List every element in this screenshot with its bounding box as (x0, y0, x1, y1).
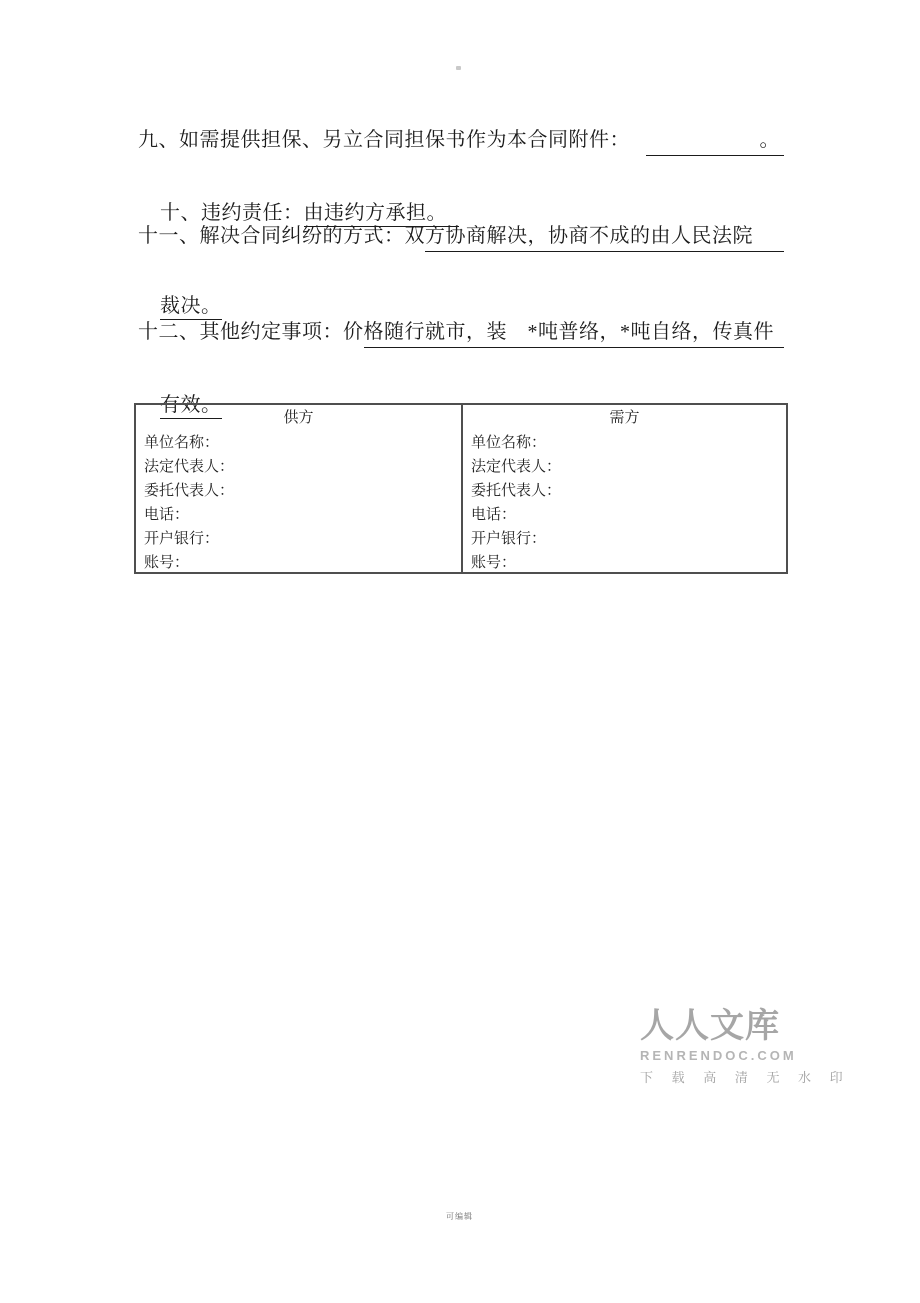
clause-11-filled-text: 方协商解决，协商不成的由人民法院 (425, 223, 784, 252)
clause-11-wrap-text: 裁决。 (160, 295, 222, 320)
clause-9 (138, 127, 784, 156)
clause-9-blank-line (646, 127, 784, 156)
supplier-row-bank: 开户银行： (144, 531, 220, 547)
buyer-row-legal-rep: 法定代表人： (471, 459, 562, 475)
scan-artifact-dot (456, 66, 461, 70)
buyer-row-bank: 开户银行： (471, 531, 547, 547)
clause-10-filled-text: 由违约方承担。 (304, 202, 460, 227)
buyer-row-phone: 电话： (471, 507, 517, 523)
parties-table (134, 403, 788, 574)
supplier-row-entrusted-rep: 委托代表人： (144, 483, 235, 499)
supplier-cell (136, 405, 461, 572)
clause-9-period: 。 (759, 129, 780, 151)
clause-12-filled-text: 格随行就市，装 *吨普络，*吨自络，传真件 (364, 319, 785, 348)
supplier-row-unit-name: 单位名称： (144, 435, 220, 451)
supplier-row-legal-rep: 法定代表人： (144, 459, 235, 475)
buyer-row-unit-name: 单位名称： (471, 435, 547, 451)
supplier-row-account: 账号： (144, 555, 190, 571)
buyer-header: 需方 (609, 410, 640, 426)
watermark (640, 1006, 851, 1086)
buyer-row-entrusted-rep: 委托代表人： (471, 483, 562, 499)
watermark-brand: 人人文库 (640, 1007, 780, 1045)
clause-11 (138, 223, 784, 252)
clause-11-label: 十一、解决合同纠纷的方式：双 (138, 225, 425, 247)
clause-9-text: 九、如需提供担保、另立合同担保书作为本合同附件： (138, 129, 630, 151)
watermark-domain: RENRENDOC.COM (640, 1048, 797, 1063)
supplier-header: 供方 (283, 410, 314, 426)
clause-12-wrap-text: 有效。 (160, 394, 222, 419)
buyer-row-account: 账号： (471, 555, 517, 571)
supplier-row-phone: 电话： (144, 507, 190, 523)
clause-12 (138, 319, 784, 348)
watermark-tagline: 下 载 高 清 无 水 印 (640, 1070, 851, 1085)
clause-12-label: 十二、其他约定事项：价 (138, 321, 364, 343)
buyer-cell (461, 405, 786, 572)
footer-editable-note: 可编辑 (446, 1212, 473, 1221)
clause-10-label: 十、违约责任： (160, 202, 304, 224)
